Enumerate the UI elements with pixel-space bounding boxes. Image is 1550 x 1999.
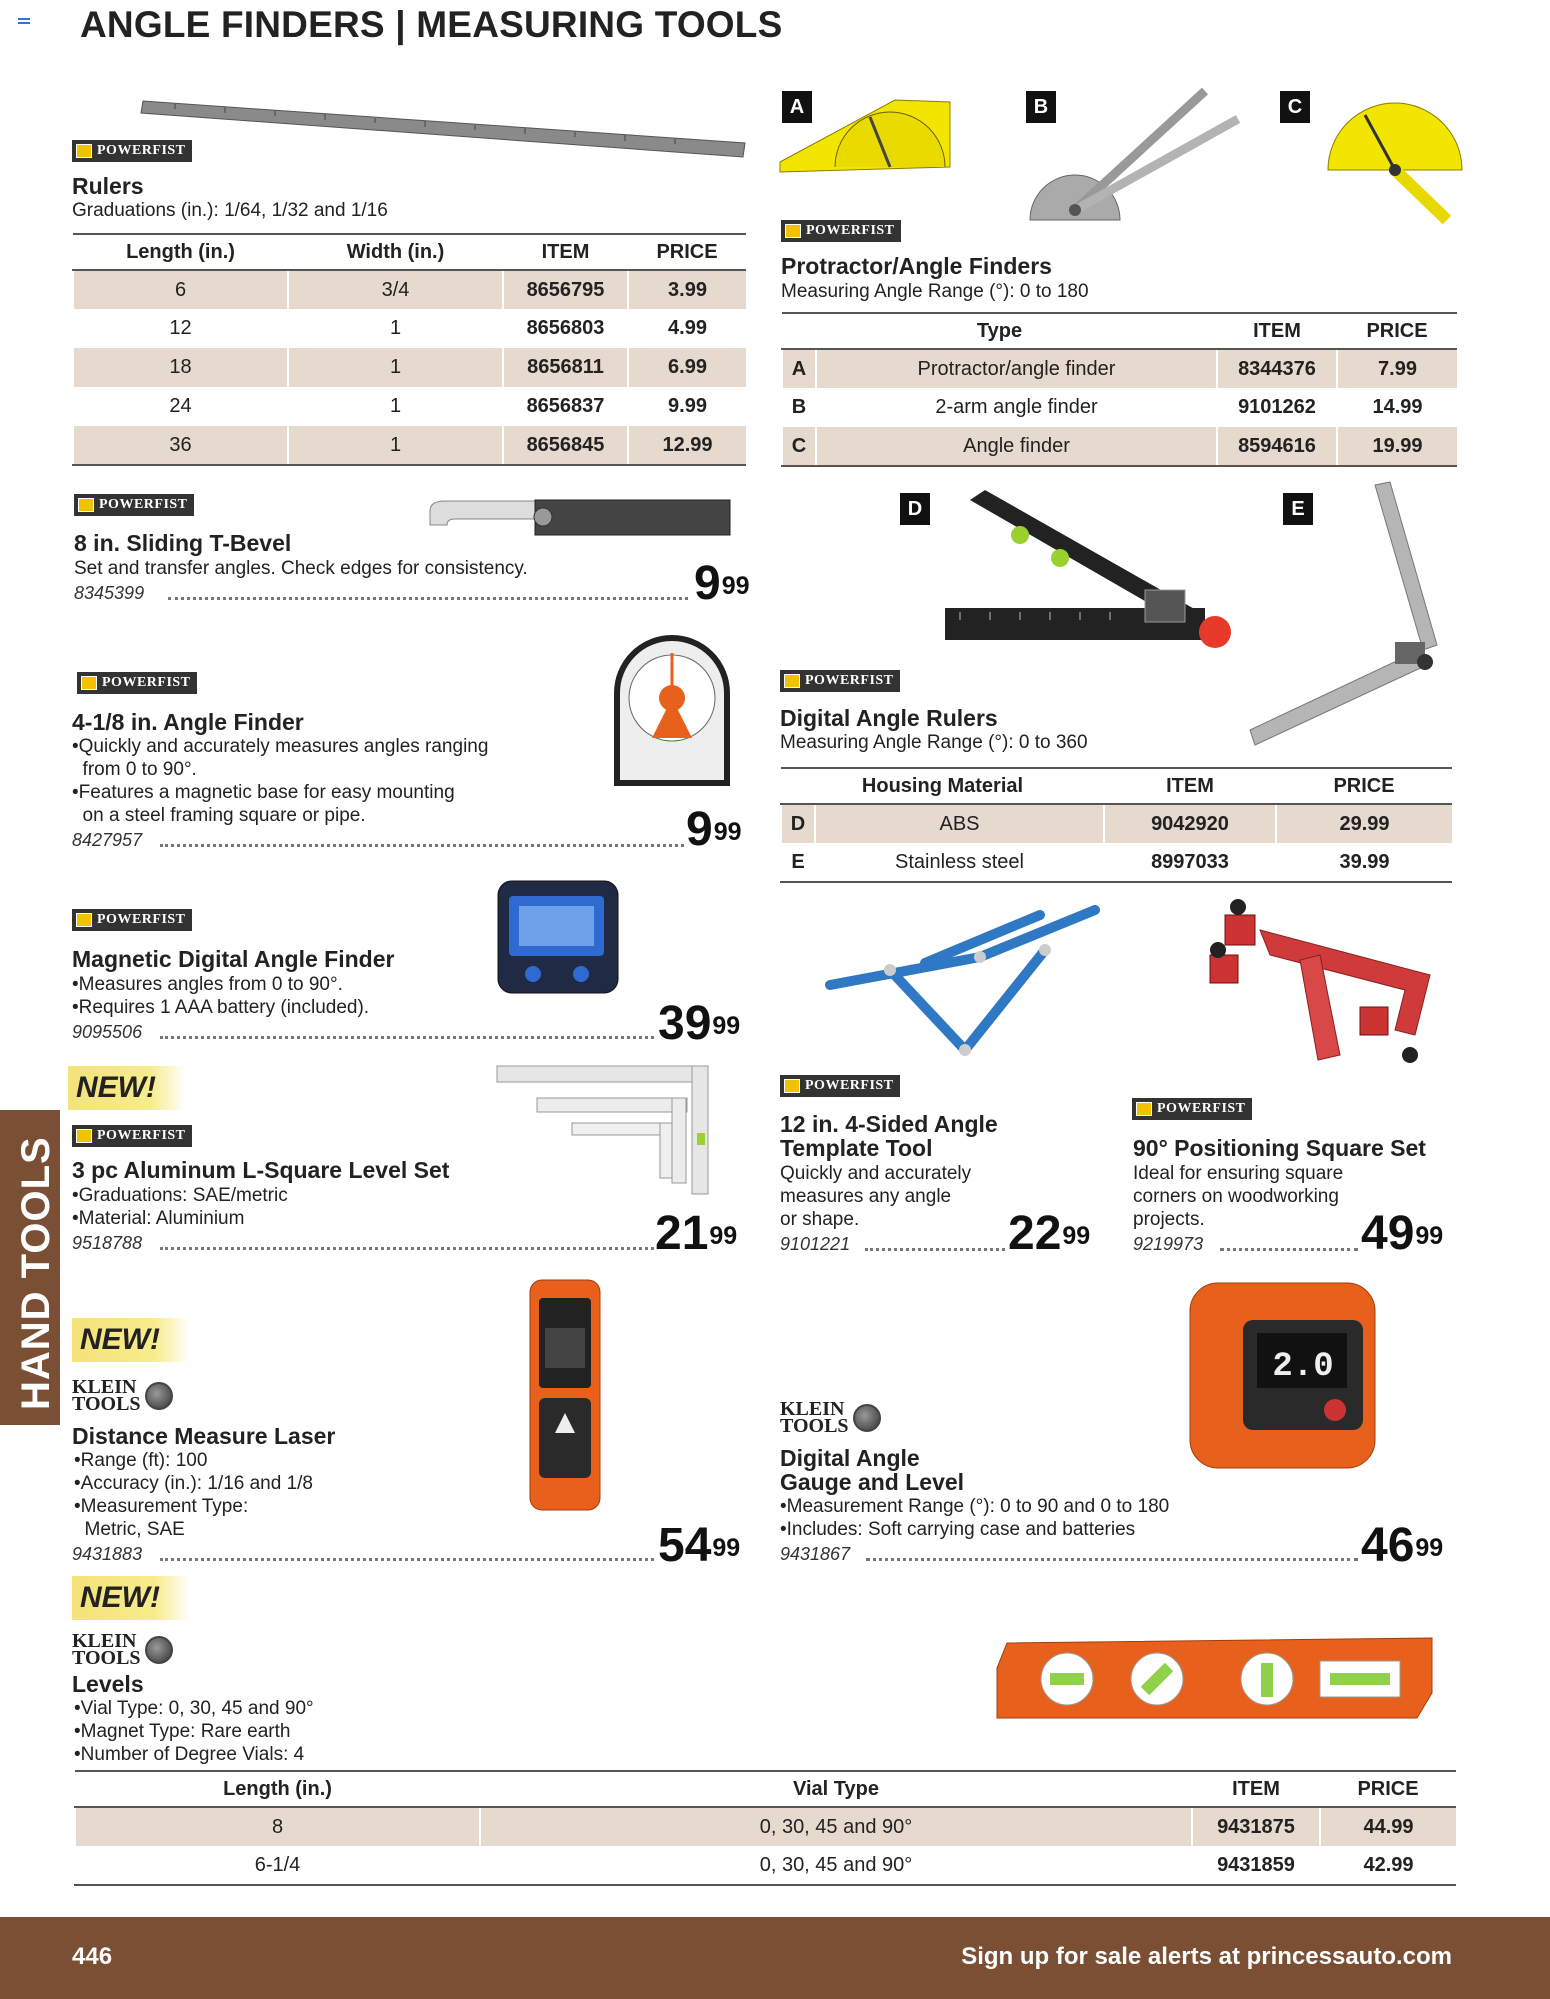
angle-finder-sku: 8427957 — [72, 830, 143, 850]
template-tool-sku: 9101221 — [780, 1234, 851, 1254]
pos-square-description: Ideal for ensuring square — [1133, 1163, 1344, 1184]
laser-feature: •Accuracy (in.): 1/16 and 1/8 — [74, 1473, 313, 1494]
cell-length: 8 — [75, 1807, 480, 1846]
gauge-name: Gauge and Level — [780, 1469, 965, 1495]
cell-item: 9431859 — [1192, 1846, 1320, 1885]
pos-square-name: 90° Positioning Square Set — [1133, 1135, 1426, 1161]
cell-letter: D — [781, 804, 815, 843]
table-row — [73, 270, 746, 309]
digital-ruler-d-image — [940, 490, 1240, 660]
dot-leader — [160, 844, 684, 847]
cell-item: 8594616 — [1217, 427, 1337, 466]
angle-finder-feature: on a steel framing square or pipe. — [72, 805, 366, 826]
mag-finder-price: $39^{99}$ — [658, 997, 741, 1050]
powerfist-logo: POWERFIST — [72, 1125, 192, 1147]
angle-finder-feature: •Quickly and accurately measures angles ranging — [72, 736, 489, 757]
table-row — [782, 388, 1457, 427]
powerfist-logo: POWERFIST — [781, 220, 901, 242]
klein-tools-logo: KLEIN TOOLS — [72, 1633, 173, 1667]
protractor-range: Measuring Angle Range (°): 0 to 180 — [781, 281, 1089, 302]
col-header: ITEM — [1217, 313, 1337, 349]
angle-finder-feature: •Features a magnetic base for easy mounting — [72, 782, 455, 803]
corner-mark — [18, 18, 30, 24]
cell-item: 8656803 — [503, 309, 628, 348]
cell-width: 1 — [288, 387, 503, 426]
gauge-name: Digital Angle — [780, 1445, 920, 1471]
protractor-name: Protractor/Angle Finders — [781, 253, 1052, 279]
letter-a-tag: A — [782, 91, 812, 123]
cell-item: 9101262 — [1217, 388, 1337, 427]
template-tool-price: $22^{99}$ — [1008, 1207, 1091, 1260]
lsquare-name: 3 pc Aluminum L-Square Level Set — [72, 1157, 450, 1183]
cell-price: 9.99 — [628, 387, 746, 426]
cell-length: 24 — [73, 387, 288, 426]
dot-leader — [865, 1248, 1005, 1251]
col-header: PRICE — [1337, 313, 1457, 349]
cell-vial-type: 0, 30, 45 and 90° — [480, 1846, 1192, 1885]
gauge-feature: •Measurement Range (°): 0 to 90 and 0 to 180 — [780, 1496, 1170, 1517]
letter-b-tag: B — [1026, 91, 1056, 123]
rulers-graduations: Graduations (in.): 1/64, 1/32 and 1/16 — [72, 200, 388, 221]
rulers-name: Rulers — [72, 173, 144, 199]
laser-sku: 9431883 — [72, 1544, 143, 1564]
letter-d-tag: D — [900, 493, 930, 525]
levels-name: Levels — [72, 1671, 144, 1697]
cell-vial-type: 0, 30, 45 and 90° — [480, 1807, 1192, 1846]
col-header: ITEM — [503, 234, 628, 270]
template-tool-description: or shape. — [780, 1209, 860, 1230]
dot-leader — [160, 1036, 654, 1039]
ruler-image — [135, 95, 750, 165]
table-row — [782, 427, 1457, 466]
col-header: Length (in.) — [75, 1771, 480, 1807]
protractor-table — [781, 312, 1457, 467]
col-header: Vial Type — [480, 1771, 1192, 1807]
pos-square-sku: 9219973 — [1133, 1234, 1204, 1254]
col-header: ITEM — [1104, 768, 1276, 804]
dot-leader — [160, 1247, 654, 1250]
protractor-b-image — [1020, 85, 1245, 230]
laser-feature: •Range (ft): 100 — [74, 1450, 208, 1471]
positioning-square-image — [1200, 895, 1450, 1065]
cell-length: 6-1/4 — [75, 1846, 480, 1885]
table-row — [73, 309, 746, 348]
powerfist-logo: POWERFIST — [77, 672, 197, 694]
cell-letter: C — [782, 427, 816, 466]
tbevel-description: Set and transfer angles. Check edges for consistency. — [74, 558, 528, 579]
digital-ruler-e-image — [1245, 480, 1445, 750]
powerfist-logo: POWERFIST — [74, 494, 194, 516]
cell-width: 3/4 — [288, 270, 503, 309]
angle-finder-price: $9^{99}$ — [686, 803, 742, 856]
template-tool-name: Template Tool — [780, 1135, 933, 1161]
protractor-a-image — [775, 92, 955, 182]
angle-finder-feature: from 0 to 90°. — [72, 759, 197, 780]
cell-price: 42.99 — [1320, 1846, 1456, 1885]
cell-length: 12 — [73, 309, 288, 348]
cell-price: 19.99 — [1337, 427, 1457, 466]
cell-item: 9042920 — [1104, 804, 1276, 843]
col-header: Width (in.) — [288, 234, 503, 270]
cell-type: 2-arm angle finder — [816, 388, 1217, 427]
cell-material: ABS — [815, 804, 1104, 843]
powerfist-logo: POWERFIST — [72, 909, 192, 931]
cell-item: 8656795 — [503, 270, 628, 309]
new-badge: NEW! — [68, 1066, 186, 1110]
table-row — [75, 1846, 1456, 1885]
new-badge: NEW! — [72, 1318, 190, 1362]
cell-price: 12.99 — [628, 426, 746, 465]
rulers-table — [72, 233, 746, 466]
mag-finder-sku: 9095506 — [72, 1022, 143, 1042]
laser-measure-image — [525, 1278, 605, 1513]
cell-width: 1 — [288, 309, 503, 348]
cell-item: 8656837 — [503, 387, 628, 426]
sale-alerts-link[interactable]: Sign up for sale alerts at princessauto.com — [961, 1943, 1452, 1970]
cell-letter: A — [782, 349, 816, 388]
template-tool-description: Quickly and accurately — [780, 1163, 972, 1184]
dot-leader — [168, 597, 688, 600]
mag-finder-name: Magnetic Digital Angle Finder — [72, 946, 395, 972]
levels-feature: •Vial Type: 0, 30, 45 and 90° — [74, 1698, 314, 1719]
cell-length: 6 — [73, 270, 288, 309]
laser-name: Distance Measure Laser — [72, 1423, 336, 1449]
gauge-readout: 2.0 — [1272, 1348, 1334, 1386]
cell-price: 14.99 — [1337, 388, 1457, 427]
pos-square-description: projects. — [1133, 1209, 1205, 1230]
lsquare-feature: •Material: Aluminium — [72, 1208, 245, 1229]
page-title: ANGLE FINDERS | MEASURING TOOLS — [80, 4, 783, 45]
tbevel-name: 8 in. Sliding T-Bevel — [74, 530, 292, 556]
cell-item: 8997033 — [1104, 843, 1276, 882]
cell-price: 39.99 — [1276, 843, 1452, 882]
dot-leader — [866, 1558, 1358, 1561]
cell-letter: E — [781, 843, 815, 882]
table-row — [75, 1807, 1456, 1846]
table-row — [781, 843, 1452, 882]
template-tool-image — [825, 905, 1105, 1060]
cell-length: 18 — [73, 348, 288, 387]
cell-material: Stainless steel — [815, 843, 1104, 882]
tbevel-price: $9^{99}$ — [694, 557, 750, 610]
cell-length: 36 — [73, 426, 288, 465]
cell-item: 8344376 — [1217, 349, 1337, 388]
cell-type: Angle finder — [816, 427, 1217, 466]
table-row — [781, 804, 1452, 843]
new-badge: NEW! — [72, 1576, 190, 1620]
laser-feature: Metric, SAE — [74, 1519, 185, 1540]
cell-price: 7.99 — [1337, 349, 1457, 388]
letter-e-tag: E — [1283, 493, 1313, 525]
dot-leader — [160, 1558, 654, 1561]
page-number: 446 — [72, 1943, 113, 1970]
magnetic-finder-image — [493, 876, 628, 1001]
cell-item: 8656811 — [503, 348, 628, 387]
col-header: Type — [782, 313, 1217, 349]
angle-finder-name: 4-1/8 in. Angle Finder — [72, 709, 304, 735]
cell-item: 8656845 — [503, 426, 628, 465]
gauge-sku: 9431867 — [780, 1544, 851, 1564]
table-row — [73, 387, 746, 426]
cell-price: 4.99 — [628, 309, 746, 348]
angle-gauge-image — [1185, 1278, 1380, 1473]
cell-price: 29.99 — [1276, 804, 1452, 843]
template-tool-description: measures any angle — [780, 1186, 952, 1207]
dot-leader — [1220, 1248, 1358, 1251]
col-header: ITEM — [1192, 1771, 1320, 1807]
col-header: Housing Material — [781, 768, 1104, 804]
powerfist-logo: POWERFIST — [780, 1075, 900, 1097]
lsquare-sku: 9518788 — [72, 1233, 143, 1253]
cell-letter: B — [782, 388, 816, 427]
levels-feature: •Magnet Type: Rare earth — [74, 1721, 291, 1742]
powerfist-logo: POWERFIST — [72, 140, 192, 162]
cell-price: 3.99 — [628, 270, 746, 309]
cell-price: 44.99 — [1320, 1807, 1456, 1846]
cell-width: 1 — [288, 348, 503, 387]
table-row — [782, 349, 1457, 388]
pos-square-price: $49^{99}$ — [1361, 1207, 1444, 1260]
section-side-tab — [0, 1110, 60, 1425]
digital-rulers-name: Digital Angle Rulers — [780, 705, 998, 731]
powerfist-logo: POWERFIST — [1132, 1098, 1252, 1120]
angle-finder-image — [612, 623, 732, 793]
laser-price: $54^{99}$ — [658, 1519, 741, 1572]
letter-c-tag: C — [1280, 91, 1310, 123]
laser-feature: •Measurement Type: — [74, 1496, 249, 1517]
template-tool-name: 12 in. 4-Sided Angle — [780, 1111, 998, 1137]
tbevel-image — [425, 493, 735, 543]
powerfist-logo: POWERFIST — [780, 670, 900, 692]
digital-rulers-table — [780, 767, 1452, 883]
cell-item: 9431875 — [1192, 1807, 1320, 1846]
protractor-c-image — [1325, 95, 1465, 225]
klein-tools-logo: KLEIN TOOLS — [780, 1401, 881, 1435]
table-row — [73, 348, 746, 387]
mag-finder-feature: •Measures angles from 0 to 90°. — [72, 974, 343, 995]
lsquare-feature: •Graduations: SAE/metric — [72, 1185, 288, 1206]
table-row — [73, 426, 746, 465]
mag-finder-feature: •Requires 1 AAA battery (included). — [72, 997, 370, 1018]
page-footer — [0, 1917, 1550, 1999]
levels-table — [74, 1770, 1456, 1886]
gauge-feature: •Includes: Soft carrying case and batteries — [780, 1519, 1136, 1540]
side-tab-label: HAND TOOLS — [14, 1136, 58, 1410]
col-header: PRICE — [628, 234, 746, 270]
pos-square-description: corners on woodworking — [1133, 1186, 1339, 1207]
col-header: PRICE — [1320, 1771, 1456, 1807]
digital-rulers-range: Measuring Angle Range (°): 0 to 360 — [780, 732, 1088, 753]
col-header: Length (in.) — [73, 234, 288, 270]
col-header: PRICE — [1276, 768, 1452, 804]
l-square-image — [492, 1063, 717, 1198]
lsquare-price: $21^{99}$ — [655, 1207, 738, 1260]
cell-price: 6.99 — [628, 348, 746, 387]
levels-feature: •Number of Degree Vials: 4 — [74, 1744, 305, 1765]
cell-type: Protractor/angle finder — [816, 349, 1217, 388]
cell-width: 1 — [288, 426, 503, 465]
gauge-price: $46^{99}$ — [1361, 1519, 1444, 1572]
torpedo-level-image — [992, 1633, 1442, 1723]
tbevel-sku: 8345399 — [74, 583, 145, 603]
klein-tools-logo: KLEIN TOOLS — [72, 1379, 173, 1413]
